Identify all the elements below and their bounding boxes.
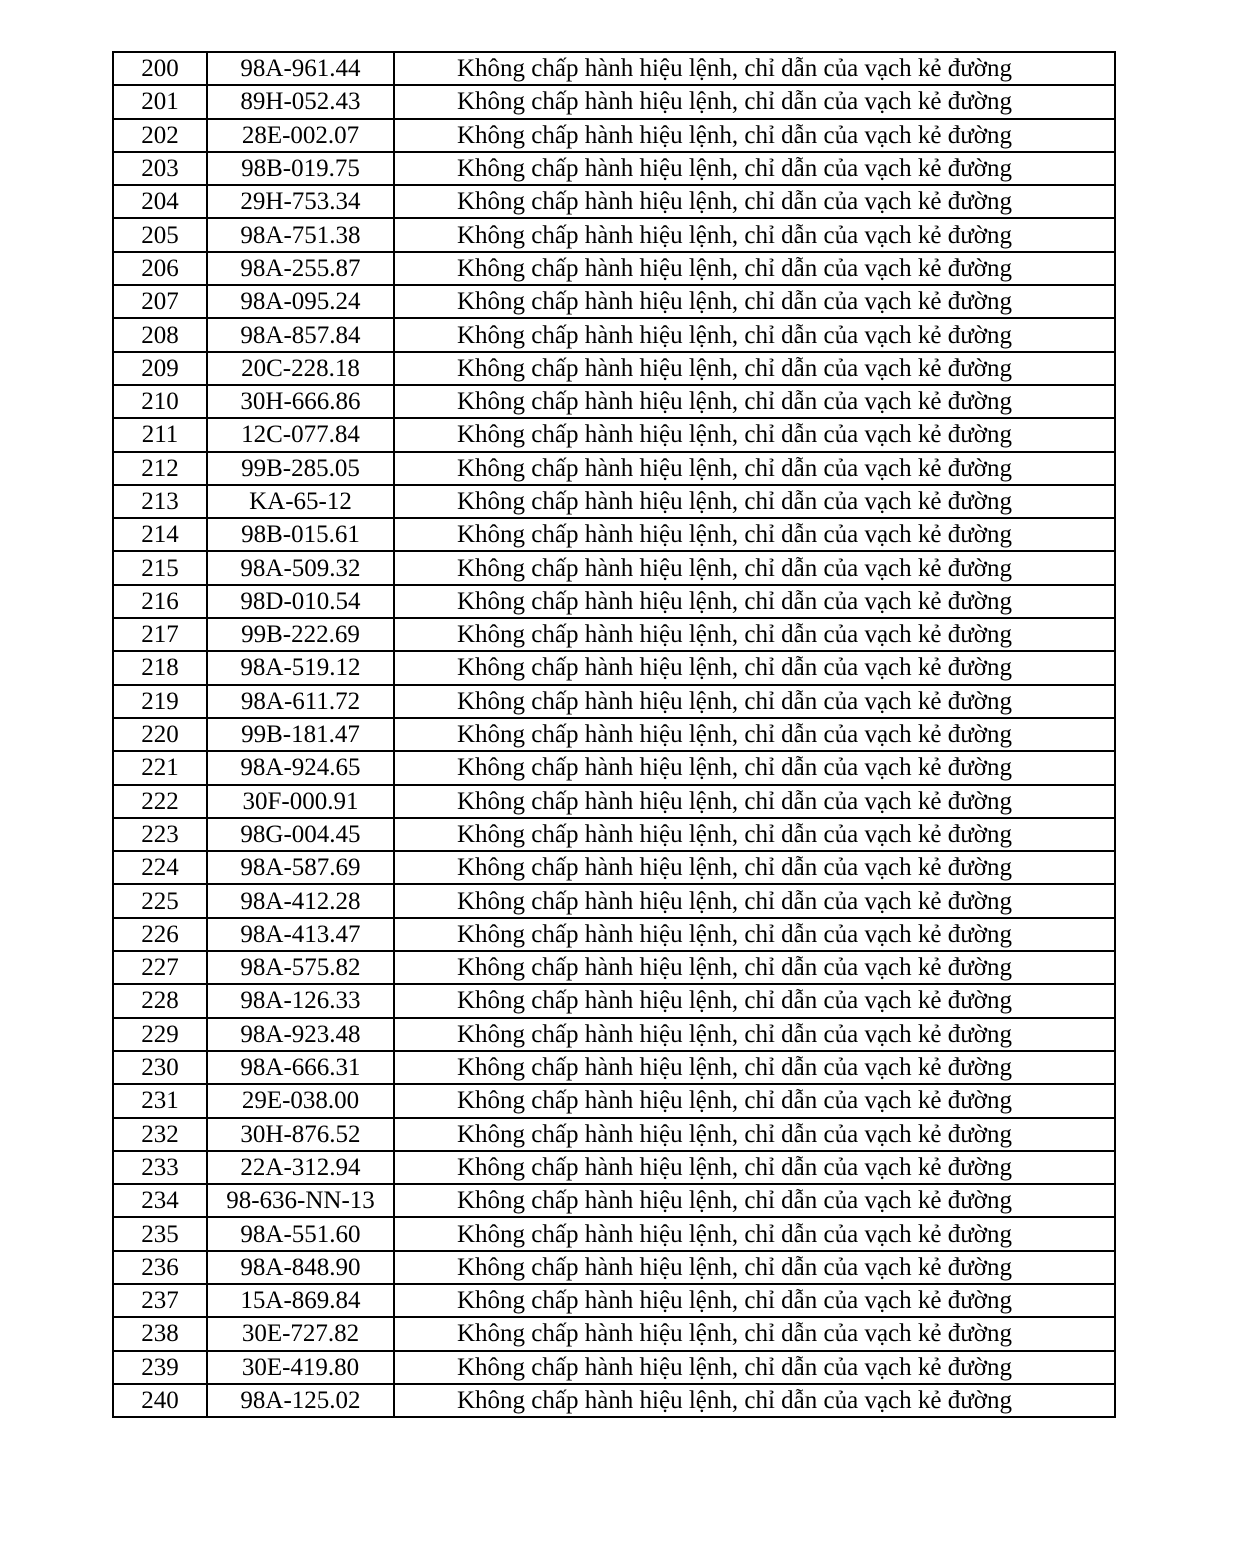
table-row bbox=[113, 185, 1115, 218]
violations-table bbox=[112, 51, 1116, 1418]
violation-cell: Không chấp hành hiệu lệnh, chỉ dẫn của vạch kẻ đường bbox=[394, 418, 1115, 451]
violation-cell: Không chấp hành hiệu lệnh, chỉ dẫn của vạch kẻ đường bbox=[394, 318, 1115, 351]
table-row bbox=[113, 352, 1115, 385]
license-plate-cell: 98A-509.32 bbox=[207, 551, 394, 584]
violation-cell: Không chấp hành hiệu lệnh, chỉ dẫn của vạch kẻ đường bbox=[394, 1317, 1115, 1350]
violation-cell: Không chấp hành hiệu lệnh, chỉ dẫn của vạch kẻ đường bbox=[394, 1151, 1115, 1184]
table-row bbox=[113, 119, 1115, 152]
license-plate-cell: 98A-413.47 bbox=[207, 918, 394, 951]
violation-cell: Không chấp hành hiệu lệnh, chỉ dẫn của vạch kẻ đường bbox=[394, 1384, 1115, 1417]
violation-cell: Không chấp hành hiệu lệnh, chỉ dẫn của vạch kẻ đường bbox=[394, 685, 1115, 718]
violation-cell: Không chấp hành hiệu lệnh, chỉ dẫn của vạch kẻ đường bbox=[394, 1284, 1115, 1317]
license-plate-cell: 98D-010.54 bbox=[207, 585, 394, 618]
table-row bbox=[113, 385, 1115, 418]
violation-cell: Không chấp hành hiệu lệnh, chỉ dẫn của vạch kẻ đường bbox=[394, 352, 1115, 385]
license-plate-cell: 98A-412.28 bbox=[207, 884, 394, 917]
violation-cell: Không chấp hành hiệu lệnh, chỉ dẫn của vạch kẻ đường bbox=[394, 918, 1115, 951]
license-plate-cell: 98A-848.90 bbox=[207, 1251, 394, 1284]
table-row bbox=[113, 884, 1115, 917]
row-number-cell: 227 bbox=[113, 951, 207, 984]
table-row bbox=[113, 551, 1115, 584]
violation-cell: Không chấp hành hiệu lệnh, chỉ dẫn của vạch kẻ đường bbox=[394, 1118, 1115, 1151]
row-number-cell: 200 bbox=[113, 52, 207, 85]
table-row bbox=[113, 751, 1115, 784]
license-plate-cell: 29H-753.34 bbox=[207, 185, 394, 218]
license-plate-cell: 98A-551.60 bbox=[207, 1217, 394, 1250]
violation-cell: Không chấp hành hiệu lệnh, chỉ dẫn của vạch kẻ đường bbox=[394, 785, 1115, 818]
license-plate-cell: 98A-126.33 bbox=[207, 984, 394, 1017]
violation-cell: Không chấp hành hiệu lệnh, chỉ dẫn của vạch kẻ đường bbox=[394, 651, 1115, 684]
row-number-cell: 225 bbox=[113, 884, 207, 917]
violation-cell: Không chấp hành hiệu lệnh, chỉ dẫn của vạch kẻ đường bbox=[394, 1251, 1115, 1284]
table-row bbox=[113, 851, 1115, 884]
violation-cell: Không chấp hành hiệu lệnh, chỉ dẫn của vạch kẻ đường bbox=[394, 1217, 1115, 1250]
row-number-cell: 234 bbox=[113, 1184, 207, 1217]
row-number-cell: 226 bbox=[113, 918, 207, 951]
violation-cell: Không chấp hành hiệu lệnh, chỉ dẫn của vạch kẻ đường bbox=[394, 485, 1115, 518]
license-plate-cell: 98B-015.61 bbox=[207, 518, 394, 551]
license-plate-cell: 30F-000.91 bbox=[207, 785, 394, 818]
table-row bbox=[113, 618, 1115, 651]
license-plate-cell: 98A-095.24 bbox=[207, 285, 394, 318]
license-plate-cell: 98A-519.12 bbox=[207, 651, 394, 684]
license-plate-cell: 30H-666.86 bbox=[207, 385, 394, 418]
license-plate-cell: 30E-727.82 bbox=[207, 1317, 394, 1350]
violation-cell: Không chấp hành hiệu lệnh, chỉ dẫn của vạch kẻ đường bbox=[394, 218, 1115, 251]
table-row bbox=[113, 951, 1115, 984]
row-number-cell: 236 bbox=[113, 1251, 207, 1284]
table-row bbox=[113, 1284, 1115, 1317]
license-plate-cell: KA-65-12 bbox=[207, 485, 394, 518]
table-row bbox=[113, 252, 1115, 285]
table-row bbox=[113, 585, 1115, 618]
license-plate-cell: 98A-255.87 bbox=[207, 252, 394, 285]
license-plate-cell: 89H-052.43 bbox=[207, 85, 394, 118]
row-number-cell: 235 bbox=[113, 1217, 207, 1250]
license-plate-cell: 30E-419.80 bbox=[207, 1351, 394, 1384]
row-number-cell: 217 bbox=[113, 618, 207, 651]
row-number-cell: 203 bbox=[113, 152, 207, 185]
license-plate-cell: 98A-666.31 bbox=[207, 1051, 394, 1084]
table-row bbox=[113, 818, 1115, 851]
row-number-cell: 228 bbox=[113, 984, 207, 1017]
license-plate-cell: 98A-751.38 bbox=[207, 218, 394, 251]
row-number-cell: 239 bbox=[113, 1351, 207, 1384]
table-row bbox=[113, 1018, 1115, 1051]
row-number-cell: 201 bbox=[113, 85, 207, 118]
license-plate-cell: 98A-125.02 bbox=[207, 1384, 394, 1417]
table-row bbox=[113, 1051, 1115, 1084]
license-plate-cell: 98A-923.48 bbox=[207, 1018, 394, 1051]
table-row bbox=[113, 318, 1115, 351]
row-number-cell: 204 bbox=[113, 185, 207, 218]
row-number-cell: 223 bbox=[113, 818, 207, 851]
row-number-cell: 232 bbox=[113, 1118, 207, 1151]
table-row bbox=[113, 1118, 1115, 1151]
license-plate-cell: 30H-876.52 bbox=[207, 1118, 394, 1151]
table-row bbox=[113, 52, 1115, 85]
row-number-cell: 230 bbox=[113, 1051, 207, 1084]
table-body bbox=[113, 52, 1115, 1417]
violation-cell: Không chấp hành hiệu lệnh, chỉ dẫn của vạch kẻ đường bbox=[394, 951, 1115, 984]
row-number-cell: 209 bbox=[113, 352, 207, 385]
violation-cell: Không chấp hành hiệu lệnh, chỉ dẫn của vạch kẻ đường bbox=[394, 1018, 1115, 1051]
row-number-cell: 216 bbox=[113, 585, 207, 618]
table-row bbox=[113, 984, 1115, 1017]
row-number-cell: 218 bbox=[113, 651, 207, 684]
license-plate-cell: 28E-002.07 bbox=[207, 119, 394, 152]
table-row bbox=[113, 718, 1115, 751]
row-number-cell: 202 bbox=[113, 119, 207, 152]
violation-cell: Không chấp hành hiệu lệnh, chỉ dẫn của vạch kẻ đường bbox=[394, 884, 1115, 917]
license-plate-cell: 98G-004.45 bbox=[207, 818, 394, 851]
license-plate-cell: 98B-019.75 bbox=[207, 152, 394, 185]
license-plate-cell: 99B-222.69 bbox=[207, 618, 394, 651]
row-number-cell: 220 bbox=[113, 718, 207, 751]
row-number-cell: 213 bbox=[113, 485, 207, 518]
license-plate-cell: 20C-228.18 bbox=[207, 352, 394, 385]
table-row bbox=[113, 1351, 1115, 1384]
violation-cell: Không chấp hành hiệu lệnh, chỉ dẫn của vạch kẻ đường bbox=[394, 285, 1115, 318]
violation-cell: Không chấp hành hiệu lệnh, chỉ dẫn của vạch kẻ đường bbox=[394, 452, 1115, 485]
table-row bbox=[113, 1251, 1115, 1284]
violation-cell: Không chấp hành hiệu lệnh, chỉ dẫn của vạch kẻ đường bbox=[394, 751, 1115, 784]
license-plate-cell: 29E-038.00 bbox=[207, 1084, 394, 1117]
violation-cell: Không chấp hành hiệu lệnh, chỉ dẫn của vạch kẻ đường bbox=[394, 85, 1115, 118]
table-row bbox=[113, 452, 1115, 485]
license-plate-cell: 98A-857.84 bbox=[207, 318, 394, 351]
row-number-cell: 221 bbox=[113, 751, 207, 784]
table-row bbox=[113, 485, 1115, 518]
table-row bbox=[113, 85, 1115, 118]
violation-cell: Không chấp hành hiệu lệnh, chỉ dẫn của vạch kẻ đường bbox=[394, 252, 1115, 285]
row-number-cell: 212 bbox=[113, 452, 207, 485]
table-row bbox=[113, 285, 1115, 318]
license-plate-cell: 99B-285.05 bbox=[207, 452, 394, 485]
row-number-cell: 229 bbox=[113, 1018, 207, 1051]
row-number-cell: 205 bbox=[113, 218, 207, 251]
row-number-cell: 238 bbox=[113, 1317, 207, 1350]
table-row bbox=[113, 1217, 1115, 1250]
license-plate-cell: 98A-961.44 bbox=[207, 52, 394, 85]
license-plate-cell: 98A-575.82 bbox=[207, 951, 394, 984]
row-number-cell: 211 bbox=[113, 418, 207, 451]
violation-cell: Không chấp hành hiệu lệnh, chỉ dẫn của vạch kẻ đường bbox=[394, 551, 1115, 584]
row-number-cell: 214 bbox=[113, 518, 207, 551]
license-plate-cell: 98A-611.72 bbox=[207, 685, 394, 718]
row-number-cell: 237 bbox=[113, 1284, 207, 1317]
violation-cell: Không chấp hành hiệu lệnh, chỉ dẫn của vạch kẻ đường bbox=[394, 818, 1115, 851]
row-number-cell: 210 bbox=[113, 385, 207, 418]
violation-cell: Không chấp hành hiệu lệnh, chỉ dẫn của vạch kẻ đường bbox=[394, 585, 1115, 618]
violation-cell: Không chấp hành hiệu lệnh, chỉ dẫn của vạch kẻ đường bbox=[394, 851, 1115, 884]
table-row bbox=[113, 518, 1115, 551]
row-number-cell: 240 bbox=[113, 1384, 207, 1417]
row-number-cell: 231 bbox=[113, 1084, 207, 1117]
violation-cell: Không chấp hành hiệu lệnh, chỉ dẫn của vạch kẻ đường bbox=[394, 618, 1115, 651]
violation-cell: Không chấp hành hiệu lệnh, chỉ dẫn của vạch kẻ đường bbox=[394, 718, 1115, 751]
table-row bbox=[113, 918, 1115, 951]
violation-cell: Không chấp hành hiệu lệnh, chỉ dẫn của vạch kẻ đường bbox=[394, 1351, 1115, 1384]
license-plate-cell: 98-636-NN-13 bbox=[207, 1184, 394, 1217]
violation-cell: Không chấp hành hiệu lệnh, chỉ dẫn của vạch kẻ đường bbox=[394, 518, 1115, 551]
violation-cell: Không chấp hành hiệu lệnh, chỉ dẫn của vạch kẻ đường bbox=[394, 984, 1115, 1017]
table-row bbox=[113, 1184, 1115, 1217]
violation-cell: Không chấp hành hiệu lệnh, chỉ dẫn của vạch kẻ đường bbox=[394, 52, 1115, 85]
row-number-cell: 208 bbox=[113, 318, 207, 351]
violation-cell: Không chấp hành hiệu lệnh, chỉ dẫn của vạch kẻ đường bbox=[394, 385, 1115, 418]
violation-cell: Không chấp hành hiệu lệnh, chỉ dẫn của vạch kẻ đường bbox=[394, 119, 1115, 152]
table-row bbox=[113, 785, 1115, 818]
table-row bbox=[113, 218, 1115, 251]
table-row bbox=[113, 1084, 1115, 1117]
license-plate-cell: 22A-312.94 bbox=[207, 1151, 394, 1184]
table-row bbox=[113, 685, 1115, 718]
license-plate-cell: 12C-077.84 bbox=[207, 418, 394, 451]
violation-cell: Không chấp hành hiệu lệnh, chỉ dẫn của vạch kẻ đường bbox=[394, 1084, 1115, 1117]
violation-cell: Không chấp hành hiệu lệnh, chỉ dẫn của vạch kẻ đường bbox=[394, 1184, 1115, 1217]
table-row bbox=[113, 1151, 1115, 1184]
row-number-cell: 215 bbox=[113, 551, 207, 584]
row-number-cell: 206 bbox=[113, 252, 207, 285]
table-row bbox=[113, 1384, 1115, 1417]
violation-cell: Không chấp hành hiệu lệnh, chỉ dẫn của vạch kẻ đường bbox=[394, 185, 1115, 218]
row-number-cell: 224 bbox=[113, 851, 207, 884]
row-number-cell: 207 bbox=[113, 285, 207, 318]
license-plate-cell: 98A-924.65 bbox=[207, 751, 394, 784]
table-row bbox=[113, 418, 1115, 451]
row-number-cell: 219 bbox=[113, 685, 207, 718]
violation-cell: Không chấp hành hiệu lệnh, chỉ dẫn của vạch kẻ đường bbox=[394, 1051, 1115, 1084]
table-row bbox=[113, 651, 1115, 684]
table-row bbox=[113, 1317, 1115, 1350]
license-plate-cell: 99B-181.47 bbox=[207, 718, 394, 751]
row-number-cell: 233 bbox=[113, 1151, 207, 1184]
violation-cell: Không chấp hành hiệu lệnh, chỉ dẫn của vạch kẻ đường bbox=[394, 152, 1115, 185]
license-plate-cell: 98A-587.69 bbox=[207, 851, 394, 884]
license-plate-cell: 15A-869.84 bbox=[207, 1284, 394, 1317]
table-row bbox=[113, 152, 1115, 185]
row-number-cell: 222 bbox=[113, 785, 207, 818]
